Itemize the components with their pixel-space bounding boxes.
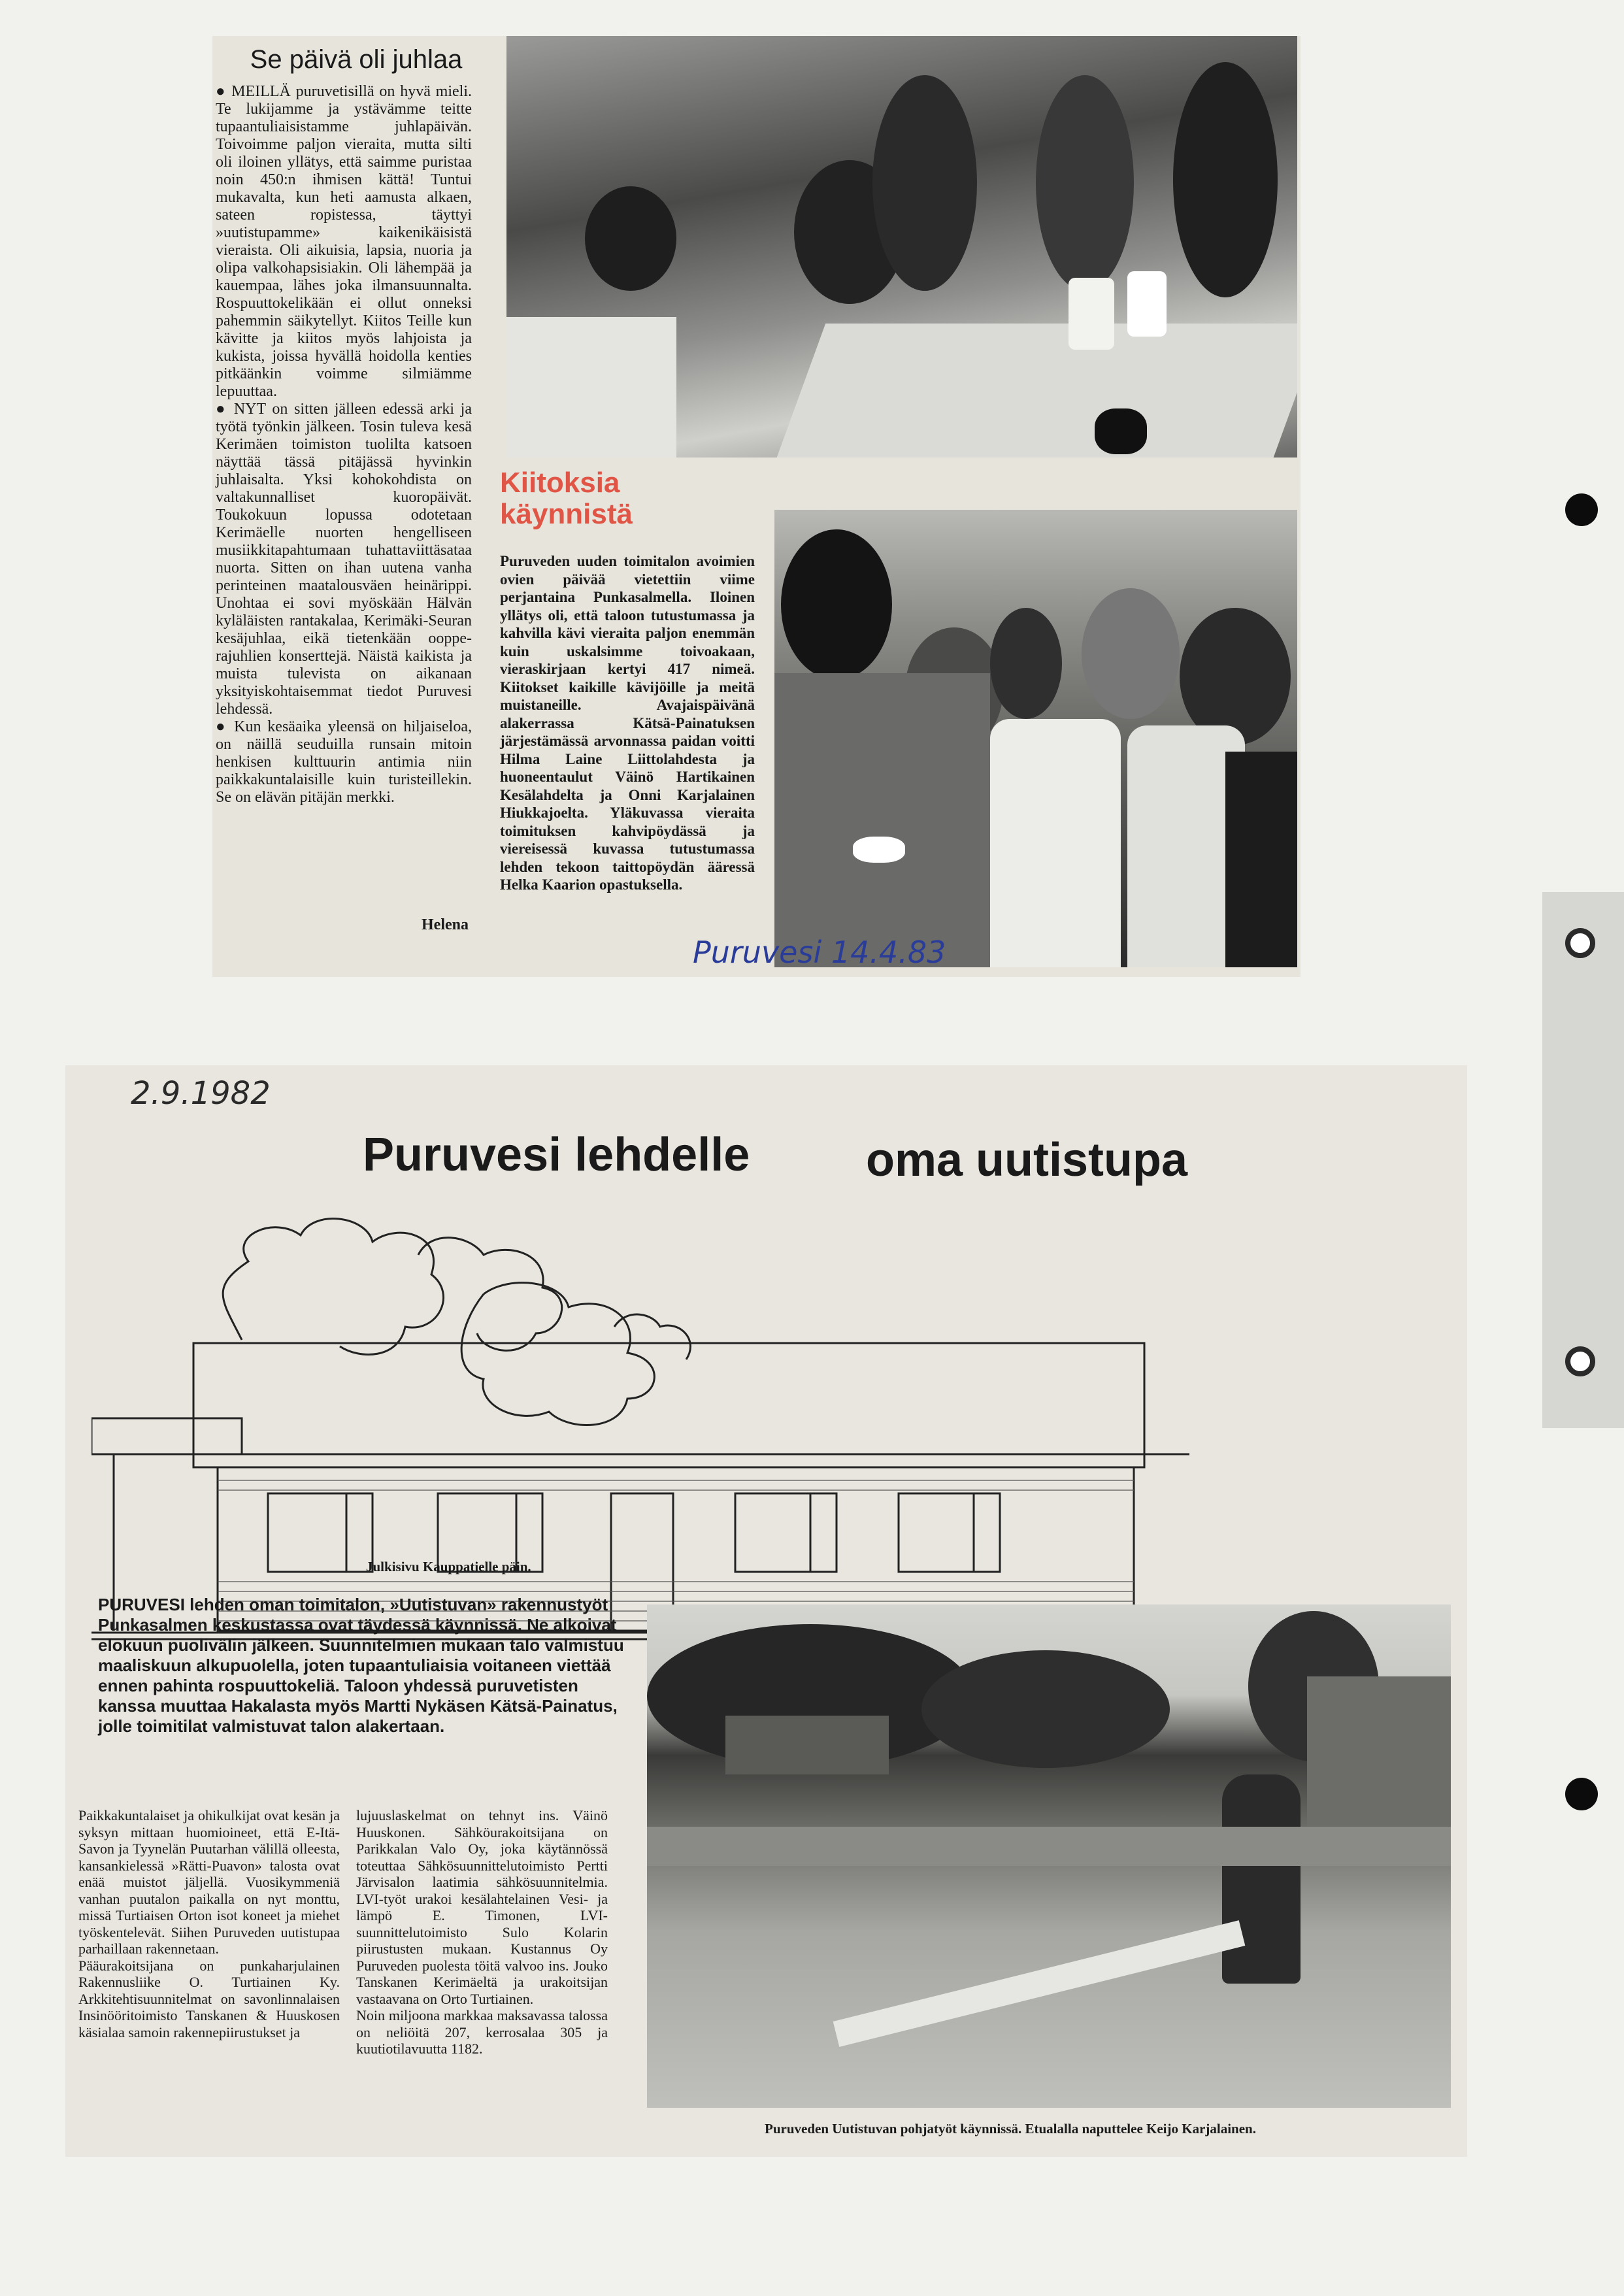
- clip2-paragraph: Pääurakoitsijana on punkaharjulainen Rakennusliike O. Turtiainen Ky. Arkkitehtisuunnitelmat on savonlinnalaisen Insinööritoimisto Tanskanen & Huuskosen käsialaa samoin rakennepiirustukset ja: [78, 1957, 340, 2040]
- clip1-handwritten-note: Puruvesi 14.4.83: [693, 935, 946, 970]
- clip2-headline-right: oma uutistupa: [866, 1134, 1188, 1186]
- clip2-handwritten-date: 2.9.1982: [131, 1075, 271, 1112]
- clip2-paragraph: Noin miljoona markkaa maksavassa talossa on neliöitä 207, kerrosalaa 305 ja kuutiotilavuutta 1182.: [356, 2007, 608, 2057]
- clip1-column: [216, 83, 472, 807]
- clip1-signature: Helena: [422, 916, 469, 933]
- photo-construction-site: [647, 1605, 1451, 2108]
- clip2-paragraph: lujuuslaskelmat on tehnyt ins. Väinö Huuskonen. Sähköurakoitsijana on Parikkalan Valo Oy, joka käytännössä toteuttaa Sähkösuunnittelutoimisto Pertti Järvisalon laatimia sähkösuunnitelmia. LVI-työt urakoi kesälahtelainen Vesi- ja lämpö E. Timonen, LVI-suunnittelutoimisto Sulo Kolarin piirustusten mukaan. Kustannus Oy Puruveden puolesta töitä valvoo ins. Jouko Tanskanen Kerimäeltä ja urakoitsijan vastaavana on Orto Turtiainen.: [356, 1807, 608, 2007]
- clip1-paragraph: ● MEILLÄ puruvetisillä on hyvä mieli. Te lukijamme ja ystävämme teitte tupaantuliaisistamme juhlapäivän. Toivoimme paljon vieraita, mutta silti oli iloinen yllätys, että saimme puristaa noin 450:n ihmisen kättä! Tuntui mukavalta, kun heti aamusta alkaen, sateen ropistessa, täyttyi »uutistupamme» kaikenikäisistä vieraista. Oli aikuisia, lapsia, nuoria ja olipa valkohapsisiakin. Oli lähempää ja kauempaa, lähes joka ilmansuunnalta. Rospuuttokelikään ei ollut onneksi pahemmin säikytellyt. Kiitos Teille kun kävitte ja kiitos myös lahjoista ja kukista, joissa hyvällä hoidolla kenties pitkäänkin voimme silmiämme lepuuttaa.: [216, 83, 472, 400]
- clip2-column-a: [78, 1807, 340, 2040]
- binder-hole-top: [1565, 493, 1598, 526]
- clip1-headline: Se päivä oli juhlaa: [250, 45, 463, 74]
- clip2-paragraph: Paikkakuntalaiset ja ohikulkijat ovat kesän ja syksyn mittaan huomioineet, että E-Itä-Savon ja Tyynelän Puutarhan välillä olleesta, kansankielessä »Rätti-Puavon» talosta ovat enää muistot jäljellä. Vuosikymmeniä vanhan puutalon paikalla on nyt monttu, missä Turtiaisen Orton isot koneet ja miehet työskentelevät. Siihen Puruveden uutistupaa parhaillaan rakennetaan.: [78, 1807, 340, 1957]
- clipping-1: [212, 36, 1301, 977]
- photo-coffee-table: [506, 36, 1297, 458]
- tab-hole-upper: [1565, 928, 1595, 958]
- clip2-headline-left: Puruvesi lehdelle: [363, 1129, 750, 1181]
- clip1-sub-text: Puruveden uuden toimitalon avoimien ovien päivää vietettiin viime perjantaina Punkasalmella. Iloinen yllätys oli, että taloon tutustumassa ja kahvilla kävi vieraita paljon enemmän kuin uskalsimme toivoakaan, vieraskirjaan kertyi 417 nimeä. Kiitokset kaikille kävijöille ja meitä muistaneille. Avajaispäivänä alakerrassa Kätsä-Painatuksen järjestämässä arvonnassa paidan voitti Hilma Laine Liittolahdesta ja huoneentaulut Väinö Hartikainen Kesälahdelta ja Onni Karjalainen Hiukkajoelta. Yläkuvassa vieraita toimituksen kahvipöydässä ja viereisessä kuvassa tutustumassa lehden tekoon taittopöydän ääressä Helka Kaarion opastuksella.: [500, 553, 755, 893]
- building-elevation-drawing: [91, 1163, 1451, 1667]
- clip1-sub-headline: Kiitoksia käynnistä: [500, 467, 633, 530]
- tab-hole-lower: [1565, 1346, 1595, 1376]
- clip2-lead: PURUVESI lehden oman toimitalon, »Uutistuvan» rakennustyöt Punkasalmen keskustassa ovat täydessä käynnissä. Ne alkoivat elokuun puolivälin jälkeen. Suunnitelmien mukaan talo valmistuu maaliskuun alkupuolella, joten tupaantuliaisia voitaneen viettää ennen pahinta rospuuttokeliä. Taloon yhdessä puruvetisten kanssa muuttaa Hakalasta myös Martti Nykäsen Kätsä-Painatus, jolle toimitilat valmistuvat talon alakertaan.: [98, 1595, 624, 1736]
- binder-hole-bottom: [1565, 1778, 1598, 1810]
- construction-photo-caption: Puruveden Uutistuvan pohjatyöt käynnissä. Etualalla naputtelee Keijo Karjalainen.: [765, 2121, 1256, 2137]
- clipping-2: [65, 1065, 1467, 2157]
- clip1-paragraph: ● NYT on sitten jälleen edessä arki ja työtä työnkin jälkeen. Tosin tuleva kesä Kerimäen toimiston tuolilta katsoen näyttää tässä pitäjässä hyvinkin juhlaisalta. Yksi kohokohdista on valtakunnalliset kuoropäivät. Toukokuun lopussa odotetaan Kerimäelle nuorten hengelliseen musiikkitapahtumaan tuhattaviittäsataa nuorta. Sitten on ihan uutena vanha perinteinen maatalousväen heinärippi. Unohtaa ei sovi myöskään Hälvän kyläläisten rantakalaa, Kerimäki-Seuran kesäjuhlaa, eikä tietenkään ooppe-rajuhlien konserttejä. Näistä kaikista ja muista tulevista on aikanaan yksityiskohtaisemmat tiedot Puruvesi lehdessä.: [216, 401, 472, 718]
- clip1-paragraph: ● Kun kesäaika yleensä on hiljaiseloa, on näillä seuduilla runsain mitoin henkisen kulttuurin antimia niin paikkakuntalaisille kuin turisteillekin. Se on elävän pitäjän merkki.: [216, 718, 472, 806]
- drawing-caption: Julkisivu Kauppatielle päin.: [366, 1559, 531, 1574]
- photo-layout-table: [774, 510, 1297, 967]
- clip2-column-b: [356, 1807, 608, 2057]
